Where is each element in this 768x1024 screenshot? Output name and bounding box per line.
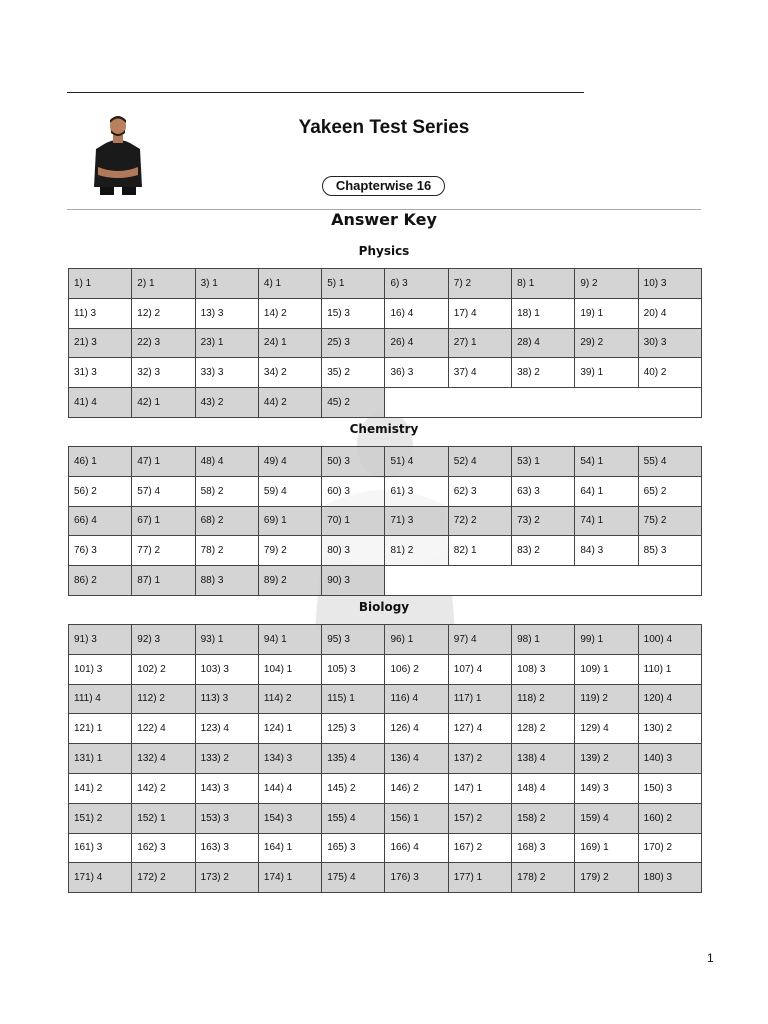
answer-cell: 61) 3 <box>385 476 448 506</box>
answer-cell: 123) 4 <box>195 714 258 744</box>
answer-cell: 20) 4 <box>638 298 701 328</box>
answer-cell: 164) 1 <box>258 833 321 863</box>
answer-cell: 102) 2 <box>132 654 195 684</box>
answer-cell: 52) 4 <box>448 447 511 477</box>
table-row <box>69 269 702 299</box>
answer-cell: 165) 3 <box>322 833 385 863</box>
answer-cell: 49) 4 <box>258 447 321 477</box>
page-title: Yakeen Test Series <box>298 117 470 138</box>
answer-cell: 46) 1 <box>69 447 132 477</box>
answer-cell: 90) 3 <box>322 566 385 596</box>
answer-cell: 137) 2 <box>448 744 511 774</box>
answer-cell: 107) 4 <box>448 654 511 684</box>
answer-cell: 166) 4 <box>385 833 448 863</box>
answer-cell: 142) 2 <box>132 773 195 803</box>
answer-cell: 7) 2 <box>448 269 511 299</box>
answer-cell: 155) 4 <box>322 803 385 833</box>
answer-cell: 167) 2 <box>448 833 511 863</box>
answer-cell: 149) 3 <box>575 773 638 803</box>
answer-cell: 156) 1 <box>385 803 448 833</box>
answer-cell: 133) 2 <box>195 744 258 774</box>
answer-cell: 9) 2 <box>575 269 638 299</box>
answer-cell: 59) 4 <box>258 476 321 506</box>
answer-cell: 173) 2 <box>195 863 258 893</box>
answer-cell: 132) 4 <box>132 744 195 774</box>
answer-cell: 100) 4 <box>638 625 701 655</box>
answer-cell: 85) 3 <box>638 536 701 566</box>
answer-cell: 153) 3 <box>195 803 258 833</box>
answer-cell: 98) 1 <box>512 625 575 655</box>
table-row <box>69 476 702 506</box>
answer-cell: 16) 4 <box>385 298 448 328</box>
answer-cell: 117) 1 <box>448 684 511 714</box>
answer-cell: 77) 2 <box>132 536 195 566</box>
answer-cell: 141) 2 <box>69 773 132 803</box>
chemistry-answer-table <box>68 446 702 596</box>
section-label-chemistry: Chemistry <box>349 422 419 436</box>
page-number: 1 <box>707 951 714 965</box>
answer-cell: 163) 3 <box>195 833 258 863</box>
answer-cell: 62) 3 <box>448 476 511 506</box>
answer-cell: 140) 3 <box>638 744 701 774</box>
answer-cell: 32) 3 <box>132 358 195 388</box>
answer-cell: 177) 1 <box>448 863 511 893</box>
answer-cell: 30) 3 <box>638 328 701 358</box>
answer-cell: 83) 2 <box>512 536 575 566</box>
answer-cell: 51) 4 <box>385 447 448 477</box>
answer-cell: 105) 3 <box>322 654 385 684</box>
biology-answer-table <box>68 624 702 893</box>
table-row <box>69 298 702 328</box>
answer-cell: 43) 2 <box>195 388 258 418</box>
answer-cell: 119) 2 <box>575 684 638 714</box>
table-row <box>69 388 702 418</box>
table-row <box>69 863 702 893</box>
answer-cell: 95) 3 <box>322 625 385 655</box>
answer-cell: 8) 1 <box>512 269 575 299</box>
answer-cell: 23) 1 <box>195 328 258 358</box>
answer-cell: 60) 3 <box>322 476 385 506</box>
answer-cell: 91) 3 <box>69 625 132 655</box>
answer-cell: 48) 4 <box>195 447 258 477</box>
answer-cell: 87) 1 <box>132 566 195 596</box>
answer-cell: 82) 1 <box>448 536 511 566</box>
table-row <box>69 714 702 744</box>
answer-cell: 157) 2 <box>448 803 511 833</box>
answer-cell: 99) 1 <box>575 625 638 655</box>
physics-answer-table <box>68 268 702 418</box>
answer-cell: 44) 2 <box>258 388 321 418</box>
answer-cell: 147) 1 <box>448 773 511 803</box>
section-label-physics: Physics <box>358 244 410 258</box>
answer-cell: 139) 2 <box>575 744 638 774</box>
answer-cell: 5) 1 <box>322 269 385 299</box>
empty-cell <box>385 566 701 596</box>
answer-cell: 151) 2 <box>69 803 132 833</box>
answer-cell: 10) 3 <box>638 269 701 299</box>
answer-cell: 124) 1 <box>258 714 321 744</box>
answer-cell: 26) 4 <box>385 328 448 358</box>
answer-cell: 89) 2 <box>258 566 321 596</box>
answer-cell: 35) 2 <box>322 358 385 388</box>
answer-cell: 108) 3 <box>512 654 575 684</box>
answer-cell: 127) 4 <box>448 714 511 744</box>
table-row <box>69 803 702 833</box>
answer-cell: 178) 2 <box>512 863 575 893</box>
answer-cell: 12) 2 <box>132 298 195 328</box>
answer-cell: 58) 2 <box>195 476 258 506</box>
answer-cell: 130) 2 <box>638 714 701 744</box>
empty-cell <box>385 388 701 418</box>
answer-cell: 67) 1 <box>132 506 195 536</box>
answer-cell: 56) 2 <box>69 476 132 506</box>
answer-cell: 104) 1 <box>258 654 321 684</box>
answer-cell: 135) 4 <box>322 744 385 774</box>
answer-cell: 21) 3 <box>69 328 132 358</box>
answer-cell: 179) 2 <box>575 863 638 893</box>
table-row <box>69 328 702 358</box>
answer-cell: 97) 4 <box>448 625 511 655</box>
answer-cell: 111) 4 <box>69 684 132 714</box>
answer-cell: 118) 2 <box>512 684 575 714</box>
answer-cell: 116) 4 <box>385 684 448 714</box>
answer-cell: 103) 3 <box>195 654 258 684</box>
answer-cell: 131) 1 <box>69 744 132 774</box>
answer-cell: 125) 3 <box>322 714 385 744</box>
table-row <box>69 358 702 388</box>
answer-cell: 66) 4 <box>69 506 132 536</box>
answer-cell: 113) 3 <box>195 684 258 714</box>
answer-cell: 152) 1 <box>132 803 195 833</box>
answer-cell: 24) 1 <box>258 328 321 358</box>
answer-cell: 54) 1 <box>575 447 638 477</box>
answer-cell: 14) 2 <box>258 298 321 328</box>
answer-cell: 174) 1 <box>258 863 321 893</box>
answer-cell: 81) 2 <box>385 536 448 566</box>
answer-cell: 71) 3 <box>385 506 448 536</box>
answer-cell: 161) 3 <box>69 833 132 863</box>
answer-cell: 31) 3 <box>69 358 132 388</box>
answer-cell: 78) 2 <box>195 536 258 566</box>
answer-cell: 134) 3 <box>258 744 321 774</box>
answer-cell: 110) 1 <box>638 654 701 684</box>
answer-cell: 154) 3 <box>258 803 321 833</box>
answer-cell: 94) 1 <box>258 625 321 655</box>
answer-cell: 3) 1 <box>195 269 258 299</box>
answer-cell: 70) 1 <box>322 506 385 536</box>
answer-cell: 128) 2 <box>512 714 575 744</box>
answer-cell: 150) 3 <box>638 773 701 803</box>
answer-cell: 22) 3 <box>132 328 195 358</box>
answer-cell: 53) 1 <box>512 447 575 477</box>
answer-cell: 27) 1 <box>448 328 511 358</box>
answer-cell: 68) 2 <box>195 506 258 536</box>
answer-cell: 63) 3 <box>512 476 575 506</box>
answer-cell: 148) 4 <box>512 773 575 803</box>
answer-cell: 143) 3 <box>195 773 258 803</box>
answer-cell: 92) 3 <box>132 625 195 655</box>
table-row <box>69 744 702 774</box>
answer-cell: 88) 3 <box>195 566 258 596</box>
answer-cell: 64) 1 <box>575 476 638 506</box>
answer-cell: 55) 4 <box>638 447 701 477</box>
answer-cell: 93) 1 <box>195 625 258 655</box>
answer-cell: 47) 1 <box>132 447 195 477</box>
answer-cell: 2) 1 <box>132 269 195 299</box>
answer-cell: 69) 1 <box>258 506 321 536</box>
table-row <box>69 833 702 863</box>
answer-cell: 169) 1 <box>575 833 638 863</box>
answer-cell: 28) 4 <box>512 328 575 358</box>
answer-cell: 65) 2 <box>638 476 701 506</box>
answer-cell: 1) 1 <box>69 269 132 299</box>
table-row <box>69 566 702 596</box>
answer-cell: 42) 1 <box>132 388 195 418</box>
answer-cell: 158) 2 <box>512 803 575 833</box>
answer-cell: 160) 2 <box>638 803 701 833</box>
answer-cell: 45) 2 <box>322 388 385 418</box>
answer-cell: 172) 2 <box>132 863 195 893</box>
answer-cell: 168) 3 <box>512 833 575 863</box>
answer-cell: 50) 3 <box>322 447 385 477</box>
answer-cell: 41) 4 <box>69 388 132 418</box>
answer-cell: 17) 4 <box>448 298 511 328</box>
section-label-biology: Biology <box>358 600 410 614</box>
answer-cell: 109) 1 <box>575 654 638 684</box>
table-row <box>69 773 702 803</box>
answer-cell: 144) 4 <box>258 773 321 803</box>
answer-cell: 19) 1 <box>575 298 638 328</box>
answer-cell: 86) 2 <box>69 566 132 596</box>
answer-cell: 122) 4 <box>132 714 195 744</box>
answer-cell: 112) 2 <box>132 684 195 714</box>
answer-cell: 138) 4 <box>512 744 575 774</box>
answer-cell: 136) 4 <box>385 744 448 774</box>
answer-cell: 121) 1 <box>69 714 132 744</box>
answer-cell: 37) 4 <box>448 358 511 388</box>
answer-cell: 39) 1 <box>575 358 638 388</box>
answer-cell: 171) 4 <box>69 863 132 893</box>
answer-cell: 6) 3 <box>385 269 448 299</box>
answer-cell: 106) 2 <box>385 654 448 684</box>
answer-cell: 34) 2 <box>258 358 321 388</box>
answer-cell: 101) 3 <box>69 654 132 684</box>
answer-cell: 145) 2 <box>322 773 385 803</box>
answer-cell: 96) 1 <box>385 625 448 655</box>
answer-cell: 72) 2 <box>448 506 511 536</box>
answer-cell: 57) 4 <box>132 476 195 506</box>
answer-cell: 114) 2 <box>258 684 321 714</box>
table-row <box>69 684 702 714</box>
answer-cell: 29) 2 <box>575 328 638 358</box>
answer-cell: 25) 3 <box>322 328 385 358</box>
answer-cell: 162) 3 <box>132 833 195 863</box>
answer-cell: 33) 3 <box>195 358 258 388</box>
answer-cell: 11) 3 <box>69 298 132 328</box>
answer-cell: 75) 2 <box>638 506 701 536</box>
answer-cell: 18) 1 <box>512 298 575 328</box>
answer-cell: 180) 3 <box>638 863 701 893</box>
table-row <box>69 447 702 477</box>
answer-cell: 76) 3 <box>69 536 132 566</box>
answer-cell: 176) 3 <box>385 863 448 893</box>
answer-key-heading: Answer Key <box>331 210 437 229</box>
answer-cell: 73) 2 <box>512 506 575 536</box>
table-row <box>69 536 702 566</box>
table-row <box>69 506 702 536</box>
answer-cell: 126) 4 <box>385 714 448 744</box>
answer-cell: 4) 1 <box>258 269 321 299</box>
answer-cell: 74) 1 <box>575 506 638 536</box>
header-top-rule <box>67 92 584 93</box>
answer-cell: 129) 4 <box>575 714 638 744</box>
answer-cell: 36) 3 <box>385 358 448 388</box>
answer-cell: 84) 3 <box>575 536 638 566</box>
answer-cell: 115) 1 <box>322 684 385 714</box>
answer-cell: 170) 2 <box>638 833 701 863</box>
answer-cell: 146) 2 <box>385 773 448 803</box>
answer-cell: 13) 3 <box>195 298 258 328</box>
answer-cell: 159) 4 <box>575 803 638 833</box>
answer-cell: 40) 2 <box>638 358 701 388</box>
answer-cell: 15) 3 <box>322 298 385 328</box>
chapter-badge: Chapterwise 16 <box>322 176 445 196</box>
answer-cell: 120) 4 <box>638 684 701 714</box>
answer-cell: 38) 2 <box>512 358 575 388</box>
table-row <box>69 625 702 655</box>
answer-cell: 79) 2 <box>258 536 321 566</box>
answer-cell: 175) 4 <box>322 863 385 893</box>
table-row <box>69 654 702 684</box>
answer-cell: 80) 3 <box>322 536 385 566</box>
